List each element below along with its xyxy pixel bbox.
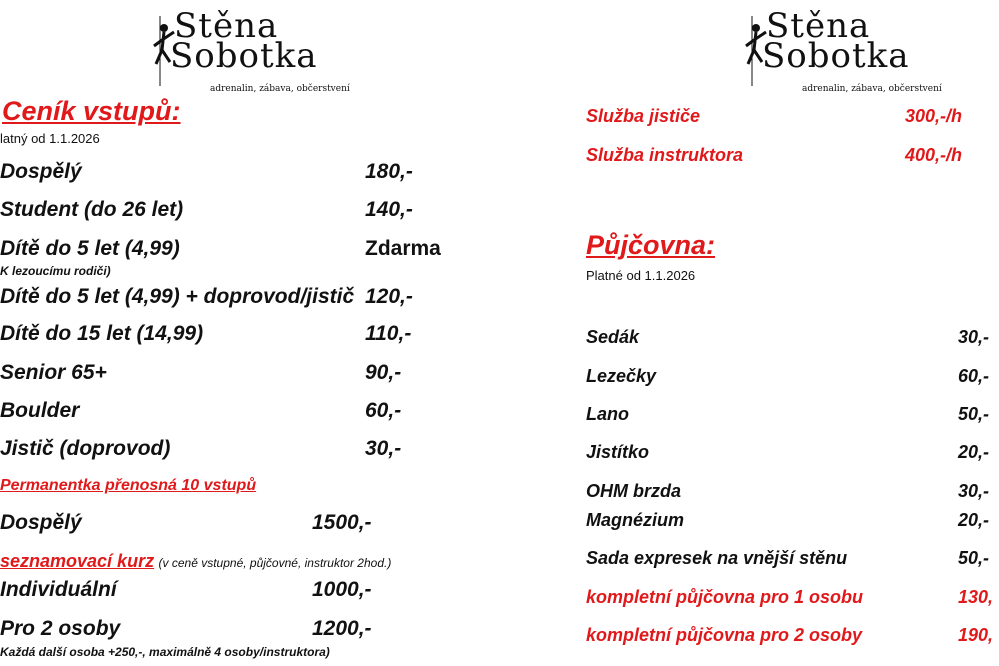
course-footnote: Každá další osoba +250,-, maximálně 4 osoby/instruktora) — [0, 645, 330, 659]
rental-price: 50,- — [958, 404, 990, 424]
season-pass-price: 1500,- — [312, 511, 372, 534]
rental-heading: Půjčovna: — [586, 230, 716, 260]
logo-line2: Sobotka — [170, 36, 318, 76]
entry-label: Boulder — [0, 399, 80, 422]
package-price: 130, — [958, 587, 994, 607]
rental-label: Jistítko — [586, 442, 650, 462]
rental-price: 20,- — [958, 510, 990, 530]
rental-label: Sedák — [586, 327, 640, 347]
entry-price: 30,- — [365, 437, 402, 460]
entry-label: Dítě do 5 let (4,99) — [0, 237, 180, 260]
logo-tagline: adrenalin, zábava, občerstvení — [802, 84, 942, 94]
entry-label: Senior 65+ — [0, 361, 107, 384]
entry-price: 140,- — [365, 198, 413, 221]
logo-left — [150, 6, 350, 98]
course-price: 1000,- — [312, 578, 372, 601]
rental-valid-date: Platné od 1.1.2026 — [586, 268, 696, 283]
rental-price: 50,- — [958, 548, 990, 568]
season-pass-label: Dospělý — [0, 511, 82, 534]
rental-price: 30,- — [958, 327, 990, 347]
package-price: 190, — [958, 625, 994, 645]
rental-label: Lano — [586, 404, 629, 424]
entry-price: 180,- — [365, 160, 413, 183]
rental-label: Magnézium — [586, 510, 685, 530]
entry-price: 120,- — [365, 285, 413, 308]
entry-label: Dítě do 5 let (4,99) + doprovod/jistič — [0, 285, 355, 308]
logo-line2: Sobotka — [762, 36, 910, 76]
course-title-row — [0, 551, 391, 572]
child-note: K lezoucímu rodiči) — [0, 264, 111, 278]
logo-line1: Stěna — [766, 6, 871, 46]
rental-price: 20,- — [958, 442, 990, 462]
entry-label: Dítě do 15 let (14,99) — [0, 322, 204, 345]
logo-right — [742, 6, 942, 98]
service-price: 400,-/h — [905, 145, 963, 165]
course-title: seznamovací kurz — [0, 551, 155, 571]
entry-label: Dospělý — [0, 160, 82, 183]
entry-label: Student (do 26 let) — [0, 198, 184, 221]
rental-label: Sada expresek na vnější stěnu — [586, 548, 848, 568]
season-pass-title: Permanentka přenosná 10 vstupů — [0, 477, 257, 494]
service-label: Služba jističe — [586, 106, 701, 126]
service-label: Služba instruktora — [586, 145, 744, 165]
course-price: 1200,- — [312, 617, 372, 640]
entry-price: 90,- — [365, 361, 402, 384]
package-label: kompletní půjčovna pro 2 osoby — [586, 625, 863, 645]
course-label: Individuální — [0, 578, 117, 601]
entry-label: Jistič (doprovod) — [0, 437, 171, 460]
entry-price: 60,- — [365, 399, 402, 422]
rental-price: 30,- — [958, 481, 990, 501]
entry-price: 110,- — [365, 322, 412, 345]
course-label: Pro 2 osoby — [0, 617, 121, 640]
rental-price: 60,- — [958, 366, 990, 386]
entry-price: Zdarma — [365, 237, 441, 260]
course-note: (v ceně vstupné, půjčovné, instruktor 2hod.) — [158, 556, 392, 570]
logo-tagline: adrenalin, zábava, občerstvení — [210, 84, 350, 94]
package-label: kompletní půjčovna pro 1 osobu — [586, 587, 864, 607]
service-price: 300,-/h — [905, 106, 963, 126]
price-list-heading: Ceník vstupů: — [2, 96, 181, 126]
rental-label: Lezečky — [586, 366, 657, 386]
rental-label: OHM brzda — [586, 481, 682, 501]
logo-line1: Stěna — [174, 6, 279, 46]
price-list-valid-date: latný od 1.1.2026 — [0, 131, 100, 146]
